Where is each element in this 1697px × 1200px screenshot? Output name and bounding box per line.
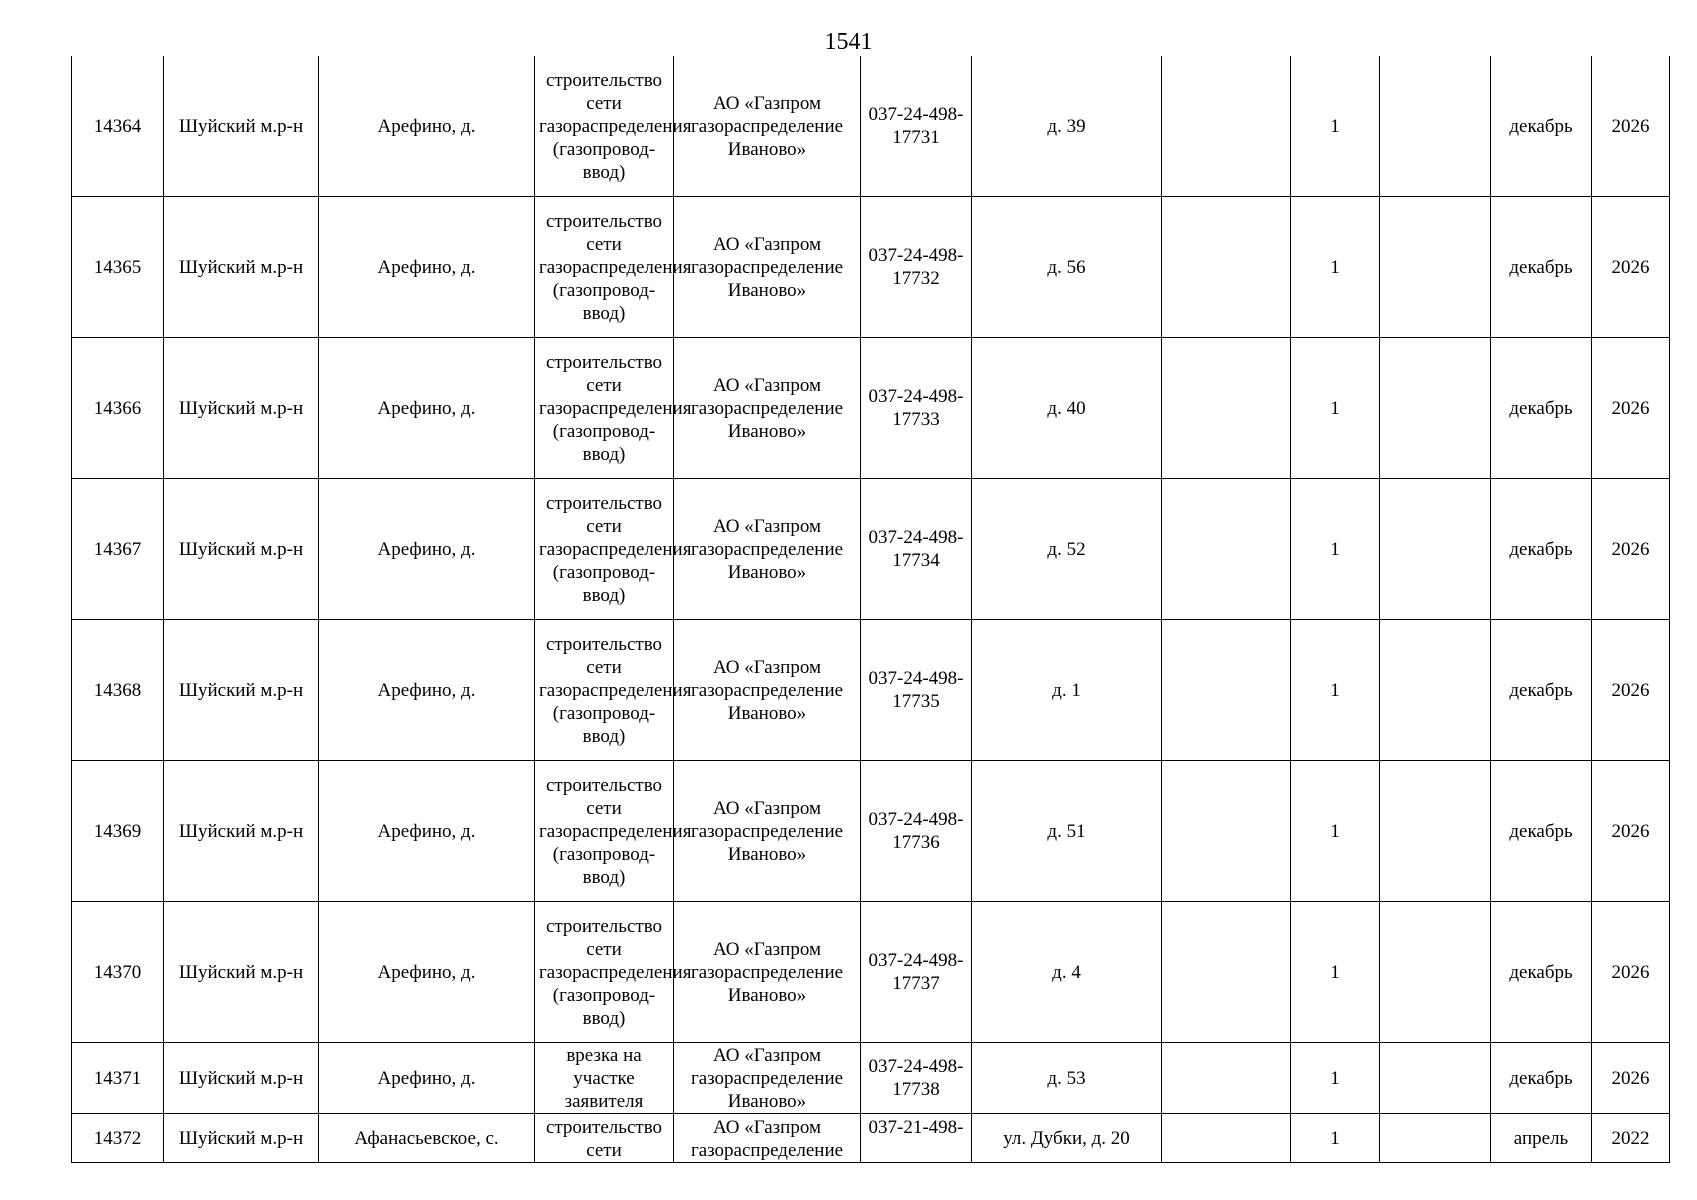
work-type-cell: строительство сети газораспределения (газопровод-ввод) [535, 902, 674, 1043]
address-cell: д. 1 [972, 620, 1162, 761]
empty-cell [1162, 1043, 1291, 1114]
quantity-cell: 1 [1291, 902, 1380, 1043]
work-type-cell: строительство сети газораспределения (газопровод-ввод) [535, 761, 674, 902]
district-cell: Шуйский м.р-н [164, 620, 319, 761]
district-cell: Шуйский м.р-н [164, 479, 319, 620]
code-cell: 037-24-498-17732 [861, 197, 972, 338]
month-cell: декабрь [1491, 761, 1592, 902]
year-cell: 2026 [1592, 902, 1670, 1043]
empty-cell [1380, 620, 1491, 761]
empty-cell [1380, 1114, 1491, 1163]
row-number: 14372 [72, 1114, 164, 1163]
registry-table [71, 56, 1670, 1163]
month-cell: декабрь [1491, 197, 1592, 338]
empty-cell [1380, 338, 1491, 479]
row-number: 14367 [72, 479, 164, 620]
row-number: 14371 [72, 1043, 164, 1114]
month-cell: декабрь [1491, 56, 1592, 197]
organization-cell: АО «Газпром газораспределение Иваново» [674, 56, 861, 197]
organization-cell: АО «Газпром газораспределение [674, 1114, 861, 1163]
row-number: 14365 [72, 197, 164, 338]
organization-cell: АО «Газпром газораспределение Иваново» [674, 620, 861, 761]
year-cell: 2026 [1592, 338, 1670, 479]
locality-cell: Арефино, д. [319, 479, 535, 620]
code-cell: 037-24-498-17731 [861, 56, 972, 197]
work-type-cell: строительство сети газораспределения (газопровод-ввод) [535, 197, 674, 338]
code-cell: 037-24-498-17738 [861, 1043, 972, 1114]
table-row [72, 761, 1670, 902]
month-cell: декабрь [1491, 338, 1592, 479]
empty-cell [1380, 761, 1491, 902]
code-cell: 037-21-498- [861, 1114, 972, 1163]
locality-cell: Арефино, д. [319, 902, 535, 1043]
row-number: 14364 [72, 56, 164, 197]
locality-cell: Арефино, д. [319, 761, 535, 902]
row-number: 14370 [72, 902, 164, 1043]
year-cell: 2026 [1592, 197, 1670, 338]
empty-cell [1380, 56, 1491, 197]
code-cell: 037-24-498-17736 [861, 761, 972, 902]
month-cell: декабрь [1491, 620, 1592, 761]
address-cell: д. 39 [972, 56, 1162, 197]
empty-cell [1162, 338, 1291, 479]
quantity-cell: 1 [1291, 620, 1380, 761]
district-cell: Шуйский м.р-н [164, 197, 319, 338]
district-cell: Шуйский м.р-н [164, 1043, 319, 1114]
address-cell: д. 52 [972, 479, 1162, 620]
locality-cell: Арефино, д. [319, 197, 535, 338]
table-row [72, 479, 1670, 620]
year-cell: 2026 [1592, 1043, 1670, 1114]
year-cell: 2022 [1592, 1114, 1670, 1163]
locality-cell: Арефино, д. [319, 56, 535, 197]
table-row [72, 56, 1670, 197]
month-cell: декабрь [1491, 479, 1592, 620]
organization-cell: АО «Газпром газораспределение Иваново» [674, 902, 861, 1043]
month-cell: декабрь [1491, 1043, 1592, 1114]
locality-cell: Афанасьевское, с. [319, 1114, 535, 1163]
address-cell: д. 51 [972, 761, 1162, 902]
row-number: 14366 [72, 338, 164, 479]
empty-cell [1162, 761, 1291, 902]
district-cell: Шуйский м.р-н [164, 1114, 319, 1163]
address-cell: д. 4 [972, 902, 1162, 1043]
address-cell: ул. Дубки, д. 20 [972, 1114, 1162, 1163]
empty-cell [1380, 902, 1491, 1043]
row-number: 14368 [72, 620, 164, 761]
quantity-cell: 1 [1291, 479, 1380, 620]
work-type-cell: строительство сети [535, 1114, 674, 1163]
empty-cell [1380, 1043, 1491, 1114]
district-cell: Шуйский м.р-н [164, 902, 319, 1043]
table-row [72, 620, 1670, 761]
quantity-cell: 1 [1291, 1114, 1380, 1163]
empty-cell [1162, 197, 1291, 338]
quantity-cell: 1 [1291, 1043, 1380, 1114]
work-type-cell: врезка на участке заявителя [535, 1043, 674, 1114]
locality-cell: Арефино, д. [319, 620, 535, 761]
table-row [72, 1114, 1670, 1163]
quantity-cell: 1 [1291, 56, 1380, 197]
work-type-cell: строительство сети газораспределения (газопровод-ввод) [535, 56, 674, 197]
address-cell: д. 40 [972, 338, 1162, 479]
table-row [72, 1043, 1670, 1114]
year-cell: 2026 [1592, 761, 1670, 902]
code-cell: 037-24-498-17734 [861, 479, 972, 620]
work-type-cell: строительство сети газораспределения (газопровод-ввод) [535, 479, 674, 620]
quantity-cell: 1 [1291, 761, 1380, 902]
year-cell: 2026 [1592, 620, 1670, 761]
locality-cell: Арефино, д. [319, 338, 535, 479]
organization-cell: АО «Газпром газораспределение Иваново» [674, 479, 861, 620]
organization-cell: АО «Газпром газораспределение Иваново» [674, 338, 861, 479]
empty-cell [1162, 902, 1291, 1043]
district-cell: Шуйский м.р-н [164, 761, 319, 902]
work-type-cell: строительство сети газораспределения (газопровод-ввод) [535, 338, 674, 479]
code-cell: 037-24-498-17737 [861, 902, 972, 1043]
empty-cell [1380, 479, 1491, 620]
organization-cell: АО «Газпром газораспределение Иваново» [674, 1043, 861, 1114]
table-row [72, 902, 1670, 1043]
work-type-cell: строительство сети газораспределения (газопровод-ввод) [535, 620, 674, 761]
district-cell: Шуйский м.р-н [164, 338, 319, 479]
table-row [72, 338, 1670, 479]
month-cell: апрель [1491, 1114, 1592, 1163]
year-cell: 2026 [1592, 56, 1670, 197]
empty-cell [1162, 56, 1291, 197]
address-cell: д. 56 [972, 197, 1162, 338]
organization-cell: АО «Газпром газораспределение Иваново» [674, 197, 861, 338]
code-cell: 037-24-498-17733 [861, 338, 972, 479]
code-cell: 037-24-498-17735 [861, 620, 972, 761]
address-cell: д. 53 [972, 1043, 1162, 1114]
locality-cell: Арефино, д. [319, 1043, 535, 1114]
month-cell: декабрь [1491, 902, 1592, 1043]
district-cell: Шуйский м.р-н [164, 56, 319, 197]
quantity-cell: 1 [1291, 338, 1380, 479]
row-number: 14369 [72, 761, 164, 902]
page-number: 1541 [824, 29, 873, 55]
table-row [72, 197, 1670, 338]
year-cell: 2026 [1592, 479, 1670, 620]
organization-cell: АО «Газпром газораспределение Иваново» [674, 761, 861, 902]
empty-cell [1380, 197, 1491, 338]
empty-cell [1162, 620, 1291, 761]
empty-cell [1162, 479, 1291, 620]
quantity-cell: 1 [1291, 197, 1380, 338]
empty-cell [1162, 1114, 1291, 1163]
